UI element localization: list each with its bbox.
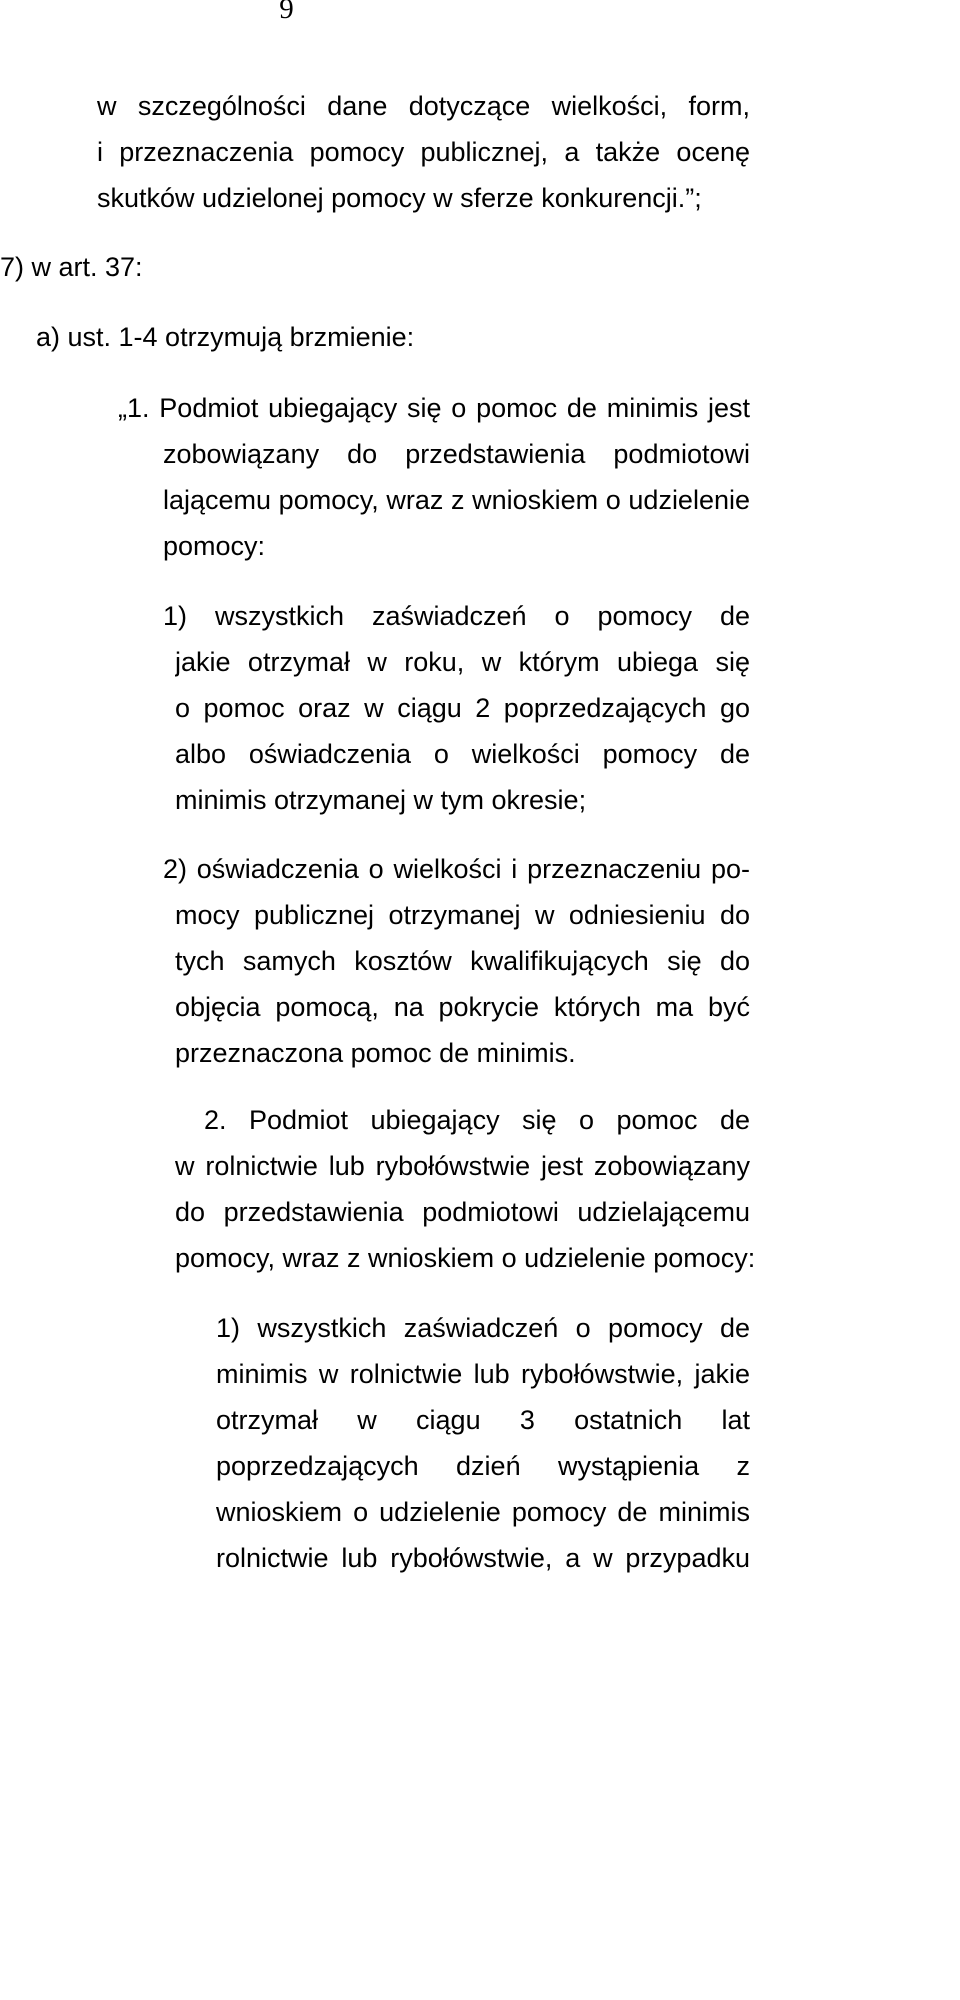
- text-line: w szczególności dane dotyczące wielkości, form,: [97, 91, 750, 121]
- text-line: 7) w art. 37:: [0, 252, 143, 282]
- text-line: o pomoc oraz w ciągu 2 poprzedzających go: [175, 693, 750, 723]
- ust-2-item-1: [216, 1305, 750, 1581]
- text-line: a) ust. 1-4 otrzymują brzmienie:: [36, 322, 415, 352]
- text-line: jakie otrzymał w roku, w którym ubiega się: [175, 647, 750, 677]
- text-line: otrzymał w ciągu 3 ostatnich lat: [216, 1405, 750, 1435]
- text-line: 2) oświadczenia o wielkości i przeznaczeniu po-: [163, 854, 750, 884]
- ust-1-item-1: [163, 593, 750, 639]
- text-line: i przeznaczenia pomocy publicznej, a także ocenę: [97, 137, 750, 167]
- ust-1-paragraph: [118, 385, 750, 431]
- text-line: pomocy, wraz z wnioskiem o udzielenie pomocy:: [175, 1243, 756, 1273]
- text-line: rolnictwie lub rybołówstwie, a w przypadku: [216, 1543, 750, 1573]
- ust-2-paragraph-cont: [175, 1143, 756, 1281]
- ust-2-paragraph: [204, 1097, 750, 1143]
- ust-1-paragraph-cont: [163, 431, 750, 569]
- text-line: „1. Podmiot ubiegający się o pomoc de minimis jest: [118, 393, 750, 423]
- text-line: do przedstawienia podmiotowi udzielającemu: [175, 1197, 750, 1227]
- text-line: w rolnictwie lub rybołówstwie jest zobowiązany: [175, 1151, 750, 1181]
- text-line: tych samych kosztów kwalifikujących się do: [175, 946, 750, 976]
- text-line: poprzedzających dzień wystąpienia z: [216, 1451, 750, 1481]
- text-line: 1) wszystkich zaświadczeń o pomocy de: [163, 601, 750, 631]
- text-line: minimis otrzymanej w tym okresie;: [175, 785, 587, 815]
- text-line: albo oświadczenia o wielkości pomocy de: [175, 739, 750, 769]
- ust-1-item-2-cont: [175, 892, 750, 1076]
- text-line: skutków udzielonej pomocy w sferze konkurencji.”;: [97, 183, 702, 213]
- text-line: zobowiązany do przedstawienia podmiotowi: [163, 439, 750, 469]
- text-line: przeznaczona pomoc de minimis.: [175, 1038, 576, 1068]
- text-line: mocy publicznej otrzymanej w odniesieniu do: [175, 900, 750, 930]
- text-line: pomocy:: [163, 531, 266, 561]
- intro-paragraph: [97, 83, 750, 221]
- ust-1-item-1-cont: [175, 639, 750, 823]
- point-a: [36, 314, 536, 360]
- text-line: 2. Podmiot ubiegający się o pomoc de: [204, 1105, 750, 1135]
- text-line: 1) wszystkich zaświadczeń o pomocy de: [216, 1313, 750, 1343]
- point-7: [0, 244, 400, 290]
- text-line: wnioskiem o udzielenie pomocy de minimis: [216, 1497, 750, 1527]
- page-number: 9: [279, 0, 294, 25]
- text-line: objęcia pomocą, na pokrycie których ma być: [175, 992, 750, 1022]
- text-line: minimis w rolnictwie lub rybołówstwie, jakie: [216, 1359, 750, 1389]
- text-line: lającemu pomocy, wraz z wnioskiem o udzielenie: [163, 485, 750, 515]
- ust-1-item-2: [163, 846, 750, 892]
